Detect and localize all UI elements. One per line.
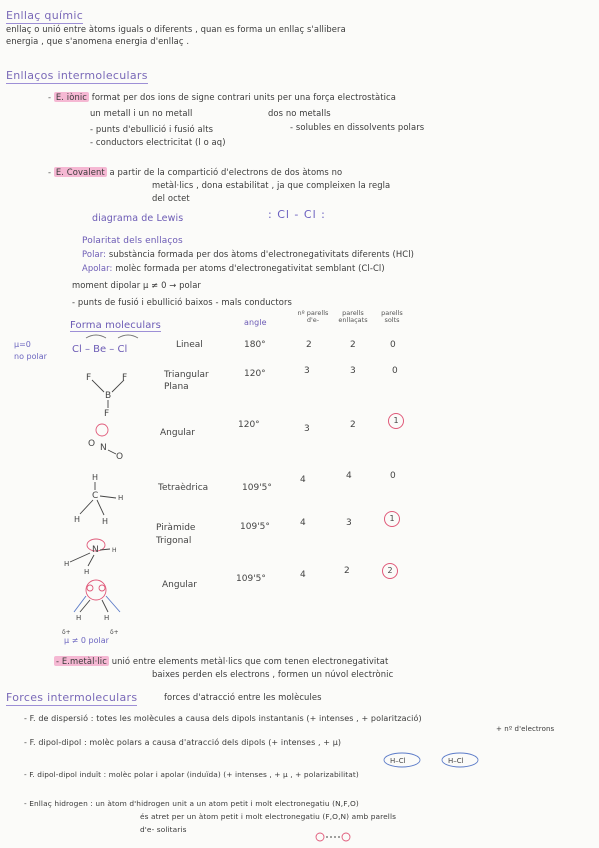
forces-title-tail: forces d'atracció entre les molècules [164, 692, 322, 702]
intro-line-1: enllaç o unió entre àtoms iguals o diferents , quan es forma un enllaç s'allibera [6, 24, 346, 34]
forces-induit: - F. dipol-dipol induït : molèc polar i apolar (induïda) (+ intenses , + μ , + polarizabilitat) [24, 770, 359, 779]
svg-text:O: O [88, 439, 96, 449]
svg-text:H: H [84, 568, 90, 576]
svg-text:H: H [92, 473, 99, 482]
row-bonded: 2 [350, 340, 356, 350]
row-name: Lineal [176, 340, 203, 350]
row-lone: 2 [382, 563, 398, 579]
row-bonded: 3 [350, 366, 356, 376]
heading-enllacos-intermoleculars: Enllaços intermoleculars [6, 69, 148, 82]
punts-fusio: - punts de fusió i ebullició baixos - mals conductors [72, 297, 292, 307]
angular-molecule-1 [88, 424, 123, 462]
forces-dipol: - F. dipol-dipol : molèc polars a causa d'atracció dels dipols (+ intenses , + μ) [24, 738, 342, 747]
svg-text:H: H [76, 614, 82, 622]
row-pairs: 4 [300, 475, 306, 485]
polaritat-title: Polaritat dels enllaços [82, 236, 183, 246]
polar-label: Polar: [82, 249, 107, 259]
table-header-solts: parells solts [381, 309, 403, 324]
row-name-text: Triangular Plana [164, 370, 209, 392]
forces-dispersio-note: + nº d'electrons [496, 725, 555, 733]
heading-enllac-quimic: Enllaç químic [6, 9, 84, 22]
polar-text: substància formada per dos àtoms d'electronegativitats diferents (HCl) [108, 249, 414, 259]
ionic-text: format per dos ions de signe contrari units per una força electrostàtica [91, 92, 396, 102]
svg-text:H–Cl: H–Cl [448, 757, 464, 765]
svg-text:F: F [86, 373, 92, 383]
side-note-mu: μ=0 [14, 340, 31, 349]
metallic-label: - E.metàl·lic [56, 656, 107, 666]
row-pairs: 2 [306, 340, 312, 350]
svg-text:H: H [74, 515, 81, 524]
side-note-no-polar: no polar [14, 352, 47, 361]
row-lone: 0 [390, 340, 396, 350]
table-header-forma: Forma moleculars [70, 320, 161, 331]
row-name: Angular [162, 580, 197, 590]
row-angle: 109'5° [236, 574, 266, 584]
metallic-text-2: baixes perden els electrons , formen un núvol electrònic [152, 669, 394, 679]
svg-text:Cl – Be – Cl: Cl – Be – Cl [72, 344, 128, 355]
heading-forces-intermoleculars: Forces intermoleculars [6, 691, 138, 704]
svg-text:F: F [122, 373, 128, 383]
moment-dipolar: moment dipolar μ ≠ 0 → polar [72, 280, 201, 290]
linear-molecule [72, 335, 138, 355]
covalent-text-1: a partir de la compartició d'electrons de dos àtoms no [109, 167, 343, 177]
water-molecule [62, 580, 120, 636]
row-angle: 120° [244, 369, 266, 379]
ionic-label: E. iònic [55, 92, 87, 102]
metallic-line-1 [54, 656, 388, 666]
row-pairs: 3 [304, 366, 310, 376]
polar-note: μ ≠ 0 polar [64, 636, 109, 645]
row-name [156, 522, 216, 548]
svg-text:H–Cl: H–Cl [390, 757, 406, 765]
row-angle: 109'5° [240, 522, 270, 532]
intro-line-2: energia , que s'anomena energia d'enllaç . [6, 36, 190, 46]
ionic-line: - E. iònic format per dos ions de signe contrari units per una força electrostàtica [48, 92, 396, 102]
row-bonded: 2 [344, 566, 350, 576]
row-lone: 1 [388, 413, 404, 429]
row-lone: 1 [384, 511, 400, 527]
row-pairs: 3 [304, 424, 310, 434]
forces-hidrogen-3: d'e- solitaris [140, 825, 187, 834]
forces-hidrogen-2: és atret per un àtom petit i molt electronegatiu (F,O,N) amb parells [140, 812, 397, 821]
covalent-text-3: del octet [152, 193, 190, 203]
forces-hidrogen: - Enllaç hidrogen : un àtom d'hidrogen unit a un atom petit i molt electronegatiu (N,F,O) [24, 799, 359, 808]
svg-text:δ+: δ+ [110, 629, 119, 636]
trigonal-molecule [86, 373, 127, 419]
row-angle: 180° [244, 340, 266, 350]
row-lone: 0 [392, 366, 398, 376]
row-bonded: 2 [350, 420, 356, 430]
row-name: Tetraèdrica [158, 483, 209, 493]
hydrogen-bond-sketch [316, 833, 350, 841]
row-bonded: 3 [346, 518, 352, 528]
svg-text:B: B [105, 391, 112, 401]
table-header-parells: nº parells d'e- [297, 309, 329, 324]
svg-text:C: C [92, 491, 99, 501]
row-angle: 120° [238, 420, 260, 430]
ionic-bullet-1b: - solubles en dissolvents polars [290, 122, 425, 132]
metallic-text-1: unió entre elements metàl·lics que com tenen electronegativitat [111, 656, 389, 666]
ionic-line-2b: dos no metalls [268, 108, 331, 118]
svg-text:δ+: δ+ [62, 629, 71, 636]
svg-text:N: N [100, 443, 107, 453]
table-header-angle: angle [244, 318, 267, 327]
ionic-bullet-2: - conductors electricitat (l o aq) [90, 137, 226, 147]
covalent-line: - E. Covalent a partir de la compartició d'electrons de dos àtoms no [48, 167, 343, 177]
pyramidal-molecule [64, 539, 117, 576]
row-angle: 109'5° [242, 483, 272, 493]
covalent-label: E. Covalent [55, 167, 105, 177]
svg-text:O: O [116, 452, 124, 462]
ionic-bullet-1: - punts d'ebullició i fusió alts [90, 124, 214, 134]
row-lone: 0 [390, 471, 396, 481]
dipole-sketch [384, 753, 478, 767]
svg-text:N: N [92, 545, 99, 555]
row-pairs: 4 [300, 570, 306, 580]
svg-text:H: H [102, 517, 109, 526]
svg-text:H: H [118, 494, 124, 502]
row-name: Angular [160, 428, 195, 438]
svg-text:H: H [104, 614, 110, 622]
row-bonded: 4 [346, 471, 352, 481]
table-header-enllacats: parells enllaçats [338, 309, 368, 324]
apolar-text: molèc formada per atoms d'electronegativitat semblant (Cl-Cl) [115, 263, 385, 273]
svg-text:H: H [64, 560, 70, 568]
svg-text:H: H [112, 547, 117, 554]
svg-text:F: F [104, 409, 110, 419]
tetrahedral-molecule [74, 473, 123, 526]
row-name-text: Piràmide Trigonal [156, 523, 196, 546]
lewis-label: diagrama de Lewis [92, 213, 184, 224]
covalent-text-2: metàl·lics , dona estabilitat , ja que compleixen la regla [152, 180, 391, 190]
apolar-label: Apolar: [82, 263, 113, 273]
ionic-line-2a: un metall i un no metall [90, 108, 193, 118]
row-name [164, 369, 234, 393]
row-pairs: 4 [300, 518, 306, 528]
lewis-formula: : Cl - Cl : [268, 208, 326, 221]
forces-dispersio: - F. de dispersió : totes les molècules a causa dels dipols instantanis (+ intenses , + polarització) [24, 714, 422, 723]
